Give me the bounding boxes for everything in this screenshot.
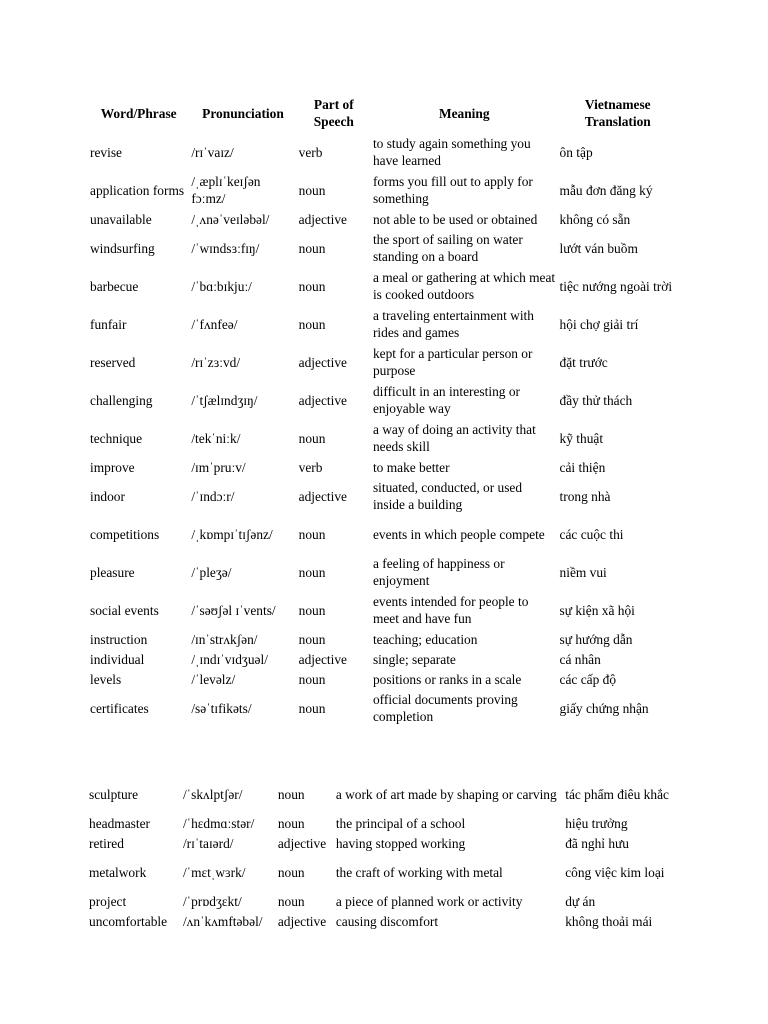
word-cell: reserved xyxy=(90,354,136,370)
table-row xyxy=(88,853,676,891)
pronunciation-cell: /ˈfʌnfeə/ xyxy=(191,316,238,332)
pos-cell: noun xyxy=(277,864,305,880)
pos-cell: noun xyxy=(298,671,326,687)
meaning-cell: the sport of sailing on water standing on a board xyxy=(372,232,523,264)
table-row xyxy=(88,515,678,553)
word-cell: challenging xyxy=(90,392,153,408)
meaning-cell: events in which people compete xyxy=(372,526,545,542)
vietnamese-cell: sự kiện xã hội xyxy=(559,602,635,618)
pos-cell: verb xyxy=(298,144,323,160)
meaning-cell: positions or ranks in a scale xyxy=(372,671,522,687)
table-row xyxy=(88,305,678,343)
word-cell: social events xyxy=(90,602,159,618)
pos-cell: adjective xyxy=(277,913,327,929)
meaning-cell: a traveling entertainment with rides and games xyxy=(372,308,534,340)
vietnamese-cell: tác phẩm điêu khắc xyxy=(565,786,669,802)
vietnamese-cell: hội chợ giải trí xyxy=(559,316,639,332)
word-cell: instruction xyxy=(90,631,148,647)
pos-cell: adjective xyxy=(298,211,347,227)
word-cell: sculpture xyxy=(89,786,139,802)
meaning-cell: official documents proving completion xyxy=(372,692,518,724)
pronunciation-cell: /ˈskʌlptʃər/ xyxy=(182,786,243,802)
word-cell: retired xyxy=(89,835,124,851)
pronunciation-cell: /ɪmˈpruːv/ xyxy=(191,459,246,475)
vietnamese-cell: niềm vui xyxy=(559,564,607,580)
pronunciation-cell: /rɪˈvaɪz/ xyxy=(191,144,234,160)
table-row xyxy=(88,775,676,813)
pronunciation-cell: /ˈɪndɔːr/ xyxy=(191,488,235,504)
vietnamese-cell: tiệc nướng ngoài trời xyxy=(559,278,673,294)
vietnamese-cell: lướt ván buồm xyxy=(559,240,638,256)
pronunciation-cell: /ˈpleʒə/ xyxy=(191,564,232,580)
word-cell: funfair xyxy=(90,316,127,332)
pronunciation-cell: /ˈprɒdʒɛkt/ xyxy=(182,893,242,909)
table-header-row xyxy=(88,93,678,133)
pos-cell: adjective xyxy=(298,488,347,504)
table-row xyxy=(88,813,676,833)
header-vietnamese: Vietnamese Translation xyxy=(584,97,651,129)
table-row xyxy=(88,669,678,689)
vietnamese-cell: dự án xyxy=(565,893,596,909)
table-row xyxy=(88,649,678,669)
word-cell: indoor xyxy=(90,488,125,504)
word-cell: barbecue xyxy=(90,278,139,294)
pos-cell: noun xyxy=(298,602,326,618)
meaning-cell: events intended for people to meet and have fun xyxy=(372,594,529,626)
pronunciation-cell: /ˌæplɪˈkeɪʃən fɔːmz/ xyxy=(191,174,261,206)
meaning-cell: teaching; education xyxy=(372,631,478,647)
pos-cell: noun xyxy=(298,182,326,198)
vietnamese-cell: mẫu đơn đăng ký xyxy=(559,182,653,198)
meaning-cell: to study again something you have learned xyxy=(372,136,531,168)
meaning-cell: a feeling of happiness or enjoyment xyxy=(372,556,505,588)
word-cell: pleasure xyxy=(90,564,135,580)
vietnamese-cell: sự hướng dẫn xyxy=(559,631,633,647)
pronunciation-cell: /ˈlevəlz/ xyxy=(191,671,236,687)
pos-cell: noun xyxy=(298,430,326,446)
vietnamese-cell: không có sẵn xyxy=(559,211,631,227)
vietnamese-cell: cá nhân xyxy=(559,651,601,667)
header-pronunciation: Pronunciation xyxy=(202,105,284,121)
pronunciation-cell: /ˈhɛdmɑːstər/ xyxy=(182,815,255,831)
pos-cell: adjective xyxy=(298,354,347,370)
pos-cell: noun xyxy=(298,564,326,580)
pronunciation-cell: /səˈtɪfikəts/ xyxy=(191,700,252,716)
pos-cell: adjective xyxy=(298,651,347,667)
pronunciation-cell: /ˌɪndɪˈvɪdʒuəl/ xyxy=(191,651,268,667)
word-cell: metalwork xyxy=(89,864,147,880)
meaning-cell: not able to be used or obtained xyxy=(372,211,538,227)
word-cell: uncomfortable xyxy=(89,913,168,929)
meaning-cell: single; separate xyxy=(372,651,456,667)
pos-cell: noun xyxy=(298,278,326,294)
table-row xyxy=(88,689,678,727)
table-row xyxy=(88,419,678,457)
pos-cell: noun xyxy=(298,526,326,542)
table-row xyxy=(88,591,678,629)
table-row xyxy=(88,381,678,419)
header-meaning: Meaning xyxy=(438,105,490,121)
vietnamese-cell: cải thiện xyxy=(559,459,606,475)
meaning-cell: the craft of working with metal xyxy=(335,864,503,880)
meaning-cell: a work of art made by shaping or carving xyxy=(335,786,557,802)
pronunciation-cell: /ˌkɒmpɪˈtɪʃənz/ xyxy=(191,526,273,542)
vietnamese-cell: không thoải mái xyxy=(565,913,653,929)
pos-cell: adjective xyxy=(298,392,347,408)
meaning-cell: to make better xyxy=(372,459,450,475)
pos-cell: noun xyxy=(298,700,326,716)
header-part-of-speech: Part of Speech xyxy=(313,97,354,129)
word-cell: individual xyxy=(90,651,145,667)
word-cell: levels xyxy=(90,671,122,687)
pronunciation-cell: /ˌʌnəˈveɪləbəl/ xyxy=(191,211,270,227)
pos-cell: verb xyxy=(298,459,323,475)
pronunciation-cell: /rɪˈzɜːvd/ xyxy=(191,354,241,370)
vocabulary-table-2 xyxy=(88,775,676,931)
word-cell: competitions xyxy=(90,526,160,542)
word-cell: certificates xyxy=(90,700,149,716)
pos-cell: noun xyxy=(277,893,305,909)
pos-cell: adjective xyxy=(277,835,327,851)
vocabulary-table-1 xyxy=(88,93,678,727)
pronunciation-cell: /ˈbɑːbɪkjuː/ xyxy=(191,278,252,294)
vietnamese-cell: đã nghỉ hưu xyxy=(565,835,630,851)
pos-cell: noun xyxy=(298,316,326,332)
meaning-cell: forms you fill out to apply for something xyxy=(372,174,533,206)
meaning-cell: situated, conducted, or used inside a building xyxy=(372,480,523,512)
vietnamese-cell: giấy chứng nhận xyxy=(559,700,649,716)
table-row xyxy=(88,171,678,209)
pronunciation-cell: /ɪnˈstrʌkʃən/ xyxy=(191,631,258,647)
pronunciation-cell: /ˈtʃælɪndʒɪŋ/ xyxy=(191,392,258,408)
word-cell: technique xyxy=(90,430,143,446)
table-row xyxy=(88,209,678,229)
table-row xyxy=(88,553,678,591)
pos-cell: noun xyxy=(277,786,305,802)
word-cell: revise xyxy=(90,144,122,160)
pronunciation-cell: /ˈsəʊʃəl ɪˈvents/ xyxy=(191,602,276,618)
table-row xyxy=(88,911,676,931)
table-row xyxy=(88,457,678,477)
vietnamese-cell: các cuộc thi xyxy=(559,526,624,542)
table-row xyxy=(88,477,678,515)
vietnamese-cell: công việc kim loại xyxy=(565,864,665,880)
meaning-cell: causing discomfort xyxy=(335,913,439,929)
table-row xyxy=(88,343,678,381)
table-row xyxy=(88,891,676,911)
table-row xyxy=(88,629,678,649)
vietnamese-cell: hiệu trưởng xyxy=(565,815,628,831)
pronunciation-cell: /ˈwɪndsɜːfɪŋ/ xyxy=(191,240,260,256)
pronunciation-cell: /ʌnˈkʌmftəbəl/ xyxy=(182,913,263,929)
pronunciation-cell: /tekˈniːk/ xyxy=(191,430,241,446)
vietnamese-cell: các cấp độ xyxy=(559,671,617,687)
word-cell: windsurfing xyxy=(90,240,155,256)
word-cell: improve xyxy=(90,459,135,475)
meaning-cell: difficult in an interesting or enjoyable way xyxy=(372,384,520,416)
vietnamese-cell: trong nhà xyxy=(559,488,611,504)
vietnamese-cell: ôn tập xyxy=(559,144,593,160)
meaning-cell: a meal or gathering at which meat is cooked outdoors xyxy=(372,270,556,302)
word-cell: application forms xyxy=(90,182,185,198)
word-cell: unavailable xyxy=(90,211,152,227)
vietnamese-cell: kỹ thuật xyxy=(559,430,604,446)
word-cell: headmaster xyxy=(89,815,150,831)
header-word: Word/Phrase xyxy=(100,105,177,121)
pronunciation-cell: /ˈmɛtˌwɜrk/ xyxy=(182,864,246,880)
word-cell: project xyxy=(89,893,127,909)
pos-cell: noun xyxy=(298,631,326,647)
meaning-cell: a way of doing an activity that needs skill xyxy=(372,422,536,454)
pronunciation-cell: /rɪˈtaɪərd/ xyxy=(182,835,234,851)
vietnamese-cell: đầy thử thách xyxy=(559,392,633,408)
table-row xyxy=(88,229,678,267)
pos-cell: noun xyxy=(298,240,326,256)
meaning-cell: a piece of planned work or activity xyxy=(335,893,523,909)
table-row xyxy=(88,833,676,853)
meaning-cell: the principal of a school xyxy=(335,815,466,831)
table-row xyxy=(88,267,678,305)
table-row xyxy=(88,133,678,171)
pos-cell: noun xyxy=(277,815,305,831)
meaning-cell: having stopped working xyxy=(335,835,466,851)
vietnamese-cell: đặt trước xyxy=(559,354,608,370)
meaning-cell: kept for a particular person or purpose xyxy=(372,346,533,378)
